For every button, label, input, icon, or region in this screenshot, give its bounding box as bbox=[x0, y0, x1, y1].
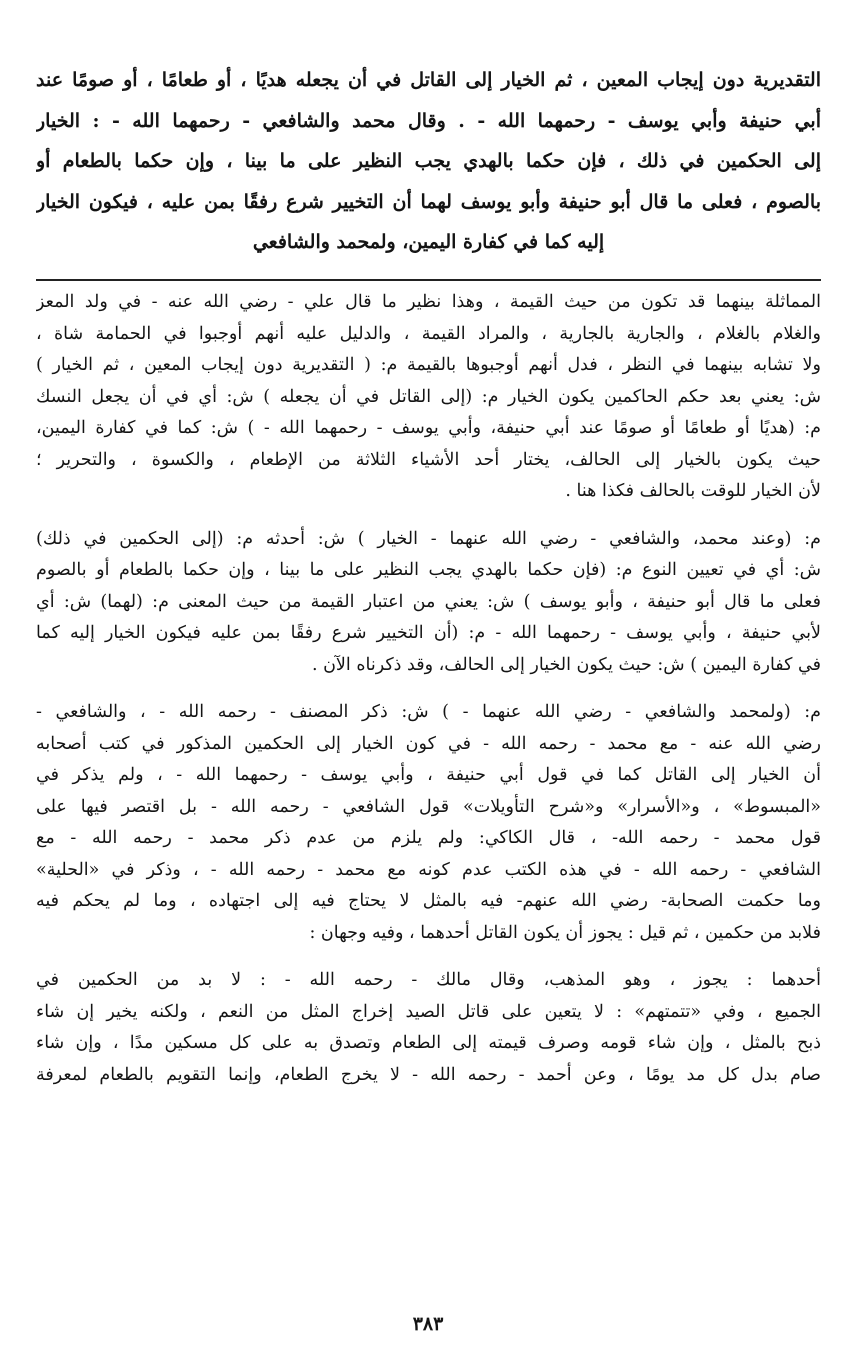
commentary-line: ولا تشابه بينهما في النظر ، فدل أنهم أوجبوها بالقيمة م: ( التقديرية دون إيجاب المعين ، ثم الخيار ) bbox=[36, 355, 821, 375]
main-text-line: إلى الحكمين في ذلك ، فإن حكما بالهدي يجب النظير على ما بينا ، وإن حكما بالطعام أو bbox=[36, 150, 821, 172]
commentary-line: قول محمد - رحمه الله- ، قال الكاكي: ولم يلزم من عدم ذكر محمد - رحمه الله - مع bbox=[36, 828, 821, 848]
commentary-line: وما حكمت الصحابة- رضي الله عنهم- فيه بالمثل لا يحتاج فيه إلى اجتهاده ، وما لم يحكم فيه bbox=[36, 891, 821, 911]
commentary-line: م: (هديًا أو طعامًا أو صومًا عند أبي حنيفة، وأبي يوسف - رحمهما الله - ) ش: كما في كفارة اليمين، bbox=[36, 418, 821, 438]
main-text-line: أبي حنيفة وأبي يوسف - رحمهما الله - . وقال محمد والشافعي - رحمهما الله - : الخيار bbox=[36, 109, 821, 132]
separator-rule bbox=[36, 279, 821, 281]
commentary-line: ش: يعني بعد حكم الحاكمين يكون الخيار م: (إلى القاتل في أن يجعله ) ش: أي في أن يجعل النسك bbox=[36, 386, 821, 407]
commentary-line: الجميع ، وفي «تتمتهم» : لا يتعين على قاتل الصيد إخراج المثل من النعم ، ولكنه يخير إن شاء bbox=[36, 1001, 821, 1022]
commentary-paragraph bbox=[36, 965, 821, 1091]
main-text-line: التقديرية دون إيجاب المعين ، ثم الخيار إلى القاتل في أن يجعله هديًا ، أو طعامًا ، أو صومًا عند bbox=[36, 69, 821, 91]
commentary-line: م: (وعند محمد، والشافعي - رضي الله عنهما - الخيار ) ش: أحدثه م: (إلى الحكمين في ذلك) bbox=[36, 528, 821, 549]
commentary-line: في كفارة اليمين ) ش: حيث يكون الخيار إلى الحالف، وقد ذكرناه الآن . bbox=[311, 654, 821, 675]
commentary-line: م: (ولمحمد والشافعي - رضي الله عنهما - ) ش: ذكر المصنف - رحمه الله - ، والشافعي - bbox=[36, 702, 821, 722]
commentary-line: فعلى ما قال أبو حنيفة ، وأبو يوسف ) ش: يعني من اعتبار القيمة من حيث المعنى م: (لهما) ش: أي bbox=[36, 591, 821, 612]
commentary-line: والغلام بالغلام ، والجارية بالجارية ، والمراد القيمة ، والدليل عليه أنهم أوجبوا في الحمامة شاة ، bbox=[36, 323, 821, 344]
commentary-line: ذبح بالمثل ، وإن شاء قومه وصرف قيمته إلى الطعام وتصدق به على كل مسكين مدًا ، وإن شاء bbox=[36, 1033, 821, 1053]
commentary-paragraph bbox=[36, 697, 821, 949]
commentary-line: حيث يكون بالخيار إلى الحالف، يختار أحد الأشياء الثلاثة من الإطعام ، والكسوة ، والتحرير ؛ bbox=[36, 449, 821, 470]
main-text-block bbox=[36, 60, 821, 263]
commentary-line: صام بدل كل مد يومًا ، وعن أحمد - رحمه الله - لا يخرج الطعام، وإنما التقويم بالطعام لمعرفة bbox=[36, 1064, 821, 1085]
commentary-line: «المبسوط» ، و«الأسرار» و«شرح التأويلات» قول الشافعي - رحمه الله - بل اقتصر فيها على bbox=[36, 796, 821, 817]
commentary-block bbox=[36, 287, 821, 1107]
commentary-line: المماثلة بينهما قد تكون من حيث القيمة ، وهذا نظير ما قال علي - رضي الله عنه - في ولد المعز bbox=[36, 292, 821, 312]
commentary-line: ش: أي في تعيين النوع م: (فإن حكما بالهدي يجب النظير على ما بينا ، وإن حكما بالطعام أو بالصوم bbox=[36, 560, 821, 580]
commentary-line: فلابد من حكمين ، ثم قيل : يجوز أن يكون القاتل أحدهما ، وفيه وجهان : bbox=[309, 922, 821, 943]
commentary-line: لأبي حنيفة ، وأبي يوسف - رحمهما الله - م: (أن التخيير شرع رفقًا بمن عليه فيكون الخيار إليه كما bbox=[36, 623, 821, 643]
commentary-line: رضي الله عنه - مع محمد - رحمه الله - في كون الخيار إلى الحكمين المذكور في كتب أصحابه bbox=[36, 733, 821, 754]
page-number: ٣٨٣ bbox=[412, 1313, 444, 1335]
commentary-line: أحدهما : يجوز ، وهو المذهب، وقال مالك - رحمه الله - : لا بد من الحكمين في bbox=[36, 970, 821, 990]
main-text-line: إليه كما في كفارة اليمين، ولمحمد والشافعي bbox=[252, 231, 605, 253]
commentary-paragraph bbox=[36, 524, 821, 682]
main-text-line: بالصوم ، فعلى ما قال أبو حنيفة وأبو يوسف لهما أن التخيير شرع رفقًا بمن عليه ، فيكون الخيار bbox=[36, 190, 821, 213]
commentary-paragraph bbox=[36, 287, 821, 508]
commentary-line: لأن الخيار للوقت بالحالف فكذا هنا . bbox=[565, 481, 821, 501]
commentary-line: أن الخيار إلى القاتل كما في قول أبي حنيفة ، وأبي يوسف - رحمهما الله - ، ولم يذكر في bbox=[36, 765, 821, 785]
commentary-line: الشافعي - رحمه الله - في هذه الكتب عدم كونه مع محمد - رحمه الله - ، وذكر في «الحلية» bbox=[36, 859, 821, 880]
